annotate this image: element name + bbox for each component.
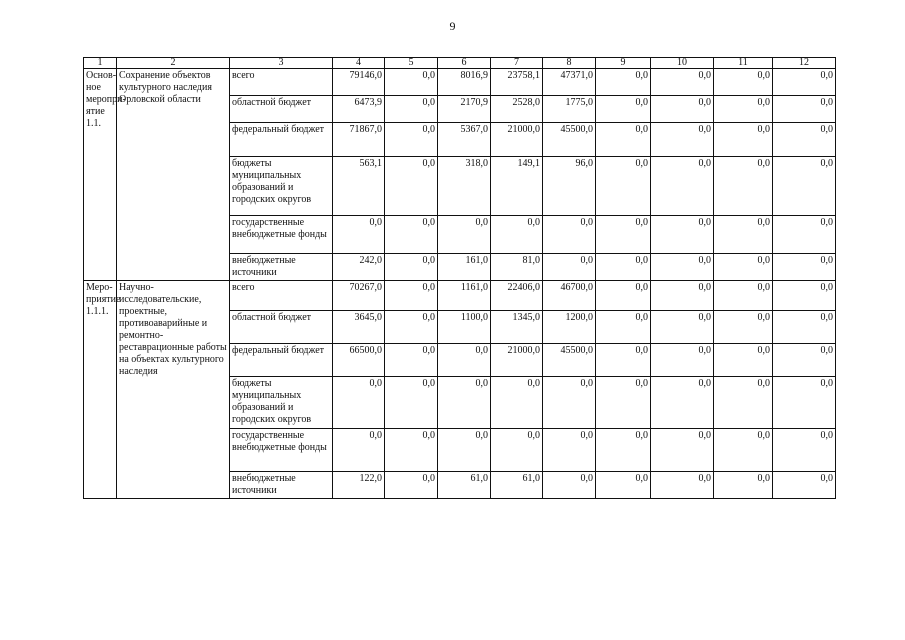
table-row [84,281,836,311]
amount-cell: 0,0 [385,429,438,472]
funding-source-cell: бюджеты муниципальных образований и городских округов [230,377,333,429]
amount-cell: 0,0 [491,216,543,254]
amount-cell: 0,0 [596,472,651,499]
amount-cell: 0,0 [651,429,714,472]
amount-cell: 122,0 [333,472,385,499]
amount-cell: 0,0 [596,96,651,123]
funding-source-cell: бюджеты муниципальных образований и городских округов [230,157,333,216]
amount-cell: 0,0 [333,216,385,254]
amount-cell: 0,0 [596,216,651,254]
amount-cell: 0,0 [543,472,596,499]
table-row [84,69,836,96]
amount-cell: 0,0 [773,311,836,344]
amount-cell: 0,0 [438,344,491,377]
amount-cell: 1161,0 [438,281,491,311]
amount-cell: 0,0 [385,216,438,254]
amount-cell: 22406,0 [491,281,543,311]
amount-cell: 0,0 [385,281,438,311]
amount-cell: 0,0 [333,377,385,429]
amount-cell: 0,0 [596,254,651,281]
amount-cell: 0,0 [773,344,836,377]
funding-source-cell: федеральный бюджет [230,344,333,377]
amount-cell: 0,0 [651,472,714,499]
amount-cell: 0,0 [385,472,438,499]
amount-cell: 0,0 [438,429,491,472]
amount-cell: 563,1 [333,157,385,216]
amount-cell: 0,0 [385,157,438,216]
amount-cell: 0,0 [333,429,385,472]
amount-cell: 0,0 [651,281,714,311]
amount-cell: 66500,0 [333,344,385,377]
amount-cell: 0,0 [714,254,773,281]
amount-cell: 0,0 [773,254,836,281]
amount-cell: 0,0 [714,216,773,254]
amount-cell: 1200,0 [543,311,596,344]
amount-cell: 0,0 [596,69,651,96]
amount-cell: 0,0 [773,96,836,123]
amount-cell: 0,0 [491,429,543,472]
amount-cell: 0,0 [773,472,836,499]
column-number-cell: 8 [543,58,596,69]
amount-cell: 0,0 [385,69,438,96]
amount-cell: 0,0 [714,377,773,429]
amount-cell: 161,0 [438,254,491,281]
column-number-cell: 5 [385,58,438,69]
amount-cell: 0,0 [596,281,651,311]
amount-cell: 0,0 [773,157,836,216]
amount-cell: 0,0 [385,311,438,344]
funding-source-cell: областной бюджет [230,96,333,123]
amount-cell: 1775,0 [543,96,596,123]
amount-cell: 0,0 [596,429,651,472]
column-number-row [84,58,836,69]
amount-cell: 21000,0 [491,344,543,377]
amount-cell: 1100,0 [438,311,491,344]
amount-cell: 0,0 [714,429,773,472]
amount-cell: 0,0 [651,377,714,429]
amount-cell: 0,0 [438,216,491,254]
measure-title-cell: Сохранение объектов культурного наследия Орловской области [117,69,230,281]
amount-cell: 0,0 [543,254,596,281]
amount-cell: 1345,0 [491,311,543,344]
amount-cell: 0,0 [714,69,773,96]
amount-cell: 0,0 [491,377,543,429]
amount-cell: 61,0 [491,472,543,499]
funding-source-cell: государственные внебюджетные фонды [230,429,333,472]
amount-cell: 0,0 [773,377,836,429]
amount-cell: 0,0 [651,96,714,123]
amount-cell: 0,0 [596,344,651,377]
measure-code-cell: Основ-ное меропри-ятие 1.1. [84,69,117,281]
amount-cell: 21000,0 [491,123,543,157]
amount-cell: 0,0 [773,216,836,254]
column-number-cell: 7 [491,58,543,69]
funding-source-cell: внебюджетные источники [230,254,333,281]
funding-source-cell: всего [230,69,333,96]
column-number-cell: 10 [651,58,714,69]
amount-cell: 5367,0 [438,123,491,157]
amount-cell: 47371,0 [543,69,596,96]
amount-cell: 0,0 [543,377,596,429]
amount-cell: 71867,0 [333,123,385,157]
amount-cell: 46700,0 [543,281,596,311]
column-number-cell: 3 [230,58,333,69]
amount-cell: 2170,9 [438,96,491,123]
column-number-cell: 4 [333,58,385,69]
amount-cell: 0,0 [714,123,773,157]
amount-cell: 0,0 [543,429,596,472]
amount-cell: 0,0 [543,216,596,254]
amount-cell: 0,0 [385,344,438,377]
amount-cell: 3645,0 [333,311,385,344]
budget-table [83,57,836,499]
funding-source-cell: всего [230,281,333,311]
amount-cell: 0,0 [773,281,836,311]
amount-cell: 0,0 [651,69,714,96]
amount-cell: 23758,1 [491,69,543,96]
amount-cell: 45500,0 [543,123,596,157]
amount-cell: 242,0 [333,254,385,281]
amount-cell: 8016,9 [438,69,491,96]
column-number-cell: 9 [596,58,651,69]
funding-source-cell: государственные внебюджетные фонды [230,216,333,254]
amount-cell: 79146,0 [333,69,385,96]
amount-cell: 0,0 [596,377,651,429]
amount-cell: 0,0 [714,311,773,344]
column-number-cell: 2 [117,58,230,69]
amount-cell: 0,0 [714,96,773,123]
amount-cell: 0,0 [596,157,651,216]
measure-title-cell: Научно-исследовательские, проектные, противоаварийные и ремонтно-реставрационные работы на объектах культурного наследия [117,281,230,499]
amount-cell: 61,0 [438,472,491,499]
funding-source-cell: внебюджетные источники [230,472,333,499]
amount-cell: 149,1 [491,157,543,216]
column-number-cell: 6 [438,58,491,69]
column-number-cell: 12 [773,58,836,69]
column-number-cell: 1 [84,58,117,69]
amount-cell: 81,0 [491,254,543,281]
amount-cell: 0,0 [773,123,836,157]
amount-cell: 0,0 [596,123,651,157]
amount-cell: 0,0 [651,311,714,344]
page-number: 9 [449,19,456,33]
amount-cell: 0,0 [385,377,438,429]
amount-cell: 0,0 [438,377,491,429]
amount-cell: 0,0 [773,429,836,472]
amount-cell: 45500,0 [543,344,596,377]
amount-cell: 0,0 [651,344,714,377]
measure-code-cell: Меро-приятие 1.1.1. [84,281,117,499]
amount-cell: 2528,0 [491,96,543,123]
amount-cell: 0,0 [385,96,438,123]
amount-cell: 0,0 [714,472,773,499]
amount-cell: 70267,0 [333,281,385,311]
amount-cell: 0,0 [773,69,836,96]
amount-cell: 96,0 [543,157,596,216]
amount-cell: 318,0 [438,157,491,216]
amount-cell: 0,0 [714,281,773,311]
amount-cell: 0,0 [714,157,773,216]
amount-cell: 0,0 [714,344,773,377]
funding-source-cell: областной бюджет [230,311,333,344]
amount-cell: 0,0 [651,254,714,281]
amount-cell: 0,0 [651,216,714,254]
funding-source-cell: федеральный бюджет [230,123,333,157]
amount-cell: 0,0 [596,311,651,344]
amount-cell: 0,0 [651,123,714,157]
amount-cell: 0,0 [651,157,714,216]
amount-cell: 6473,9 [333,96,385,123]
amount-cell: 0,0 [385,254,438,281]
amount-cell: 0,0 [385,123,438,157]
column-number-cell: 11 [714,58,773,69]
